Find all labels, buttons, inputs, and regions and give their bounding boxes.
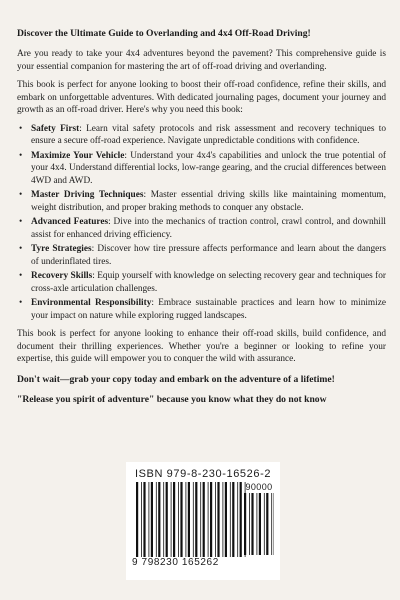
addon-block	[244, 482, 274, 560]
feature-text: : Embrace sustainable practices and learn how to minimize your impact on nature while exploring rugged landscapes.	[31, 298, 386, 321]
bullet-icon: •	[19, 150, 23, 161]
feature-title: Recovery Skills	[31, 271, 93, 281]
feature-title: Master Driving Techniques	[31, 190, 144, 200]
bullet-icon: •	[19, 190, 23, 200]
list-item	[17, 243, 386, 268]
feature-text: : Master essential driving skills like maintaining momentum, weight distribution, and proper braking methods to conquer any obstacle.	[31, 190, 386, 213]
bullet-icon: •	[19, 123, 23, 134]
feature-text: : Understand your 4x4's capabilities and unlock the true potential of your 4x4. Understand differential locks, low-range gearing, and the crucial differences between 4WD and AWD.	[31, 150, 386, 186]
barcode-bars	[136, 482, 246, 558]
feature-list	[17, 123, 386, 323]
list-item	[17, 189, 386, 214]
feature-text: : Learn vital safety protocols and risk assessment and recovery techniques to ensure a secure off-road experience. Navigate unpredictable conditions with confidence.	[31, 123, 386, 146]
call-to-action: Don't wait—grab your copy today and embark on the adventure of a lifetime!	[17, 373, 335, 385]
feature-title: Environmental Responsibility	[31, 298, 152, 308]
isbn-barcode-box	[126, 462, 280, 580]
feature-text: : Discover how tire pressure affects performance and learn about the dangers of underinflated tires.	[31, 244, 386, 267]
feature-title: Advanced Features	[31, 217, 109, 227]
quote-line: "Release you spirit of adventure" because you know what they do not know	[17, 393, 327, 405]
feature-title: Maximize Your Vehicle	[31, 150, 125, 161]
addon-number: 90000	[245, 482, 273, 492]
bullet-icon: •	[19, 271, 23, 281]
reasons-paragraph: This book is perfect for anyone looking to boost their off-road confidence, refine their skills, and embark on unforgettable adventures. With dedicated journaling pages, document your journey and growth as an off-road driver. Here's why you need this book:	[17, 80, 386, 115]
feature-text: : Equip yourself with knowledge on selecting recovery gear and techniques for cross-axle articulation challenges.	[31, 271, 386, 294]
feature-title: Safety First	[31, 123, 80, 134]
intro-paragraph: Are you ready to take your 4x4 adventures beyond the pavement? This comprehensive guide is your essential companion for mastering the art of off-road driving and overlanding.	[17, 49, 386, 72]
isbn-text: ISBN 979-8-230-16526-2	[134, 468, 272, 480]
bullet-icon: •	[19, 244, 23, 254]
bullet-icon: •	[19, 298, 23, 308]
barcode-number: 9 798230 165262	[132, 557, 250, 568]
list-item	[17, 150, 386, 188]
list-item	[17, 297, 386, 322]
addon-barcode-bars	[244, 493, 274, 555]
feature-text: : Dive into the mechanics of traction control, crawl control, and downhill assist for enhanced driving efficiency.	[31, 217, 386, 240]
list-item	[17, 123, 386, 148]
cover-heading: Discover the Ultimate Guide to Overlanding and 4x4 Off-Road Driving!	[17, 28, 311, 39]
bullet-icon: •	[19, 217, 23, 227]
feature-title: Tyre Strategies	[31, 244, 92, 254]
barcode-area	[132, 482, 274, 568]
list-item	[17, 270, 386, 295]
closing-paragraph: This book is perfect for anyone looking to enhance their off-road skills, build confidence, and document their thrilling experiences. Whether you're a beginner or looking to refine your expertise, this guide will empower you to conquer the wild with assurance.	[17, 329, 386, 364]
list-item	[17, 216, 386, 241]
